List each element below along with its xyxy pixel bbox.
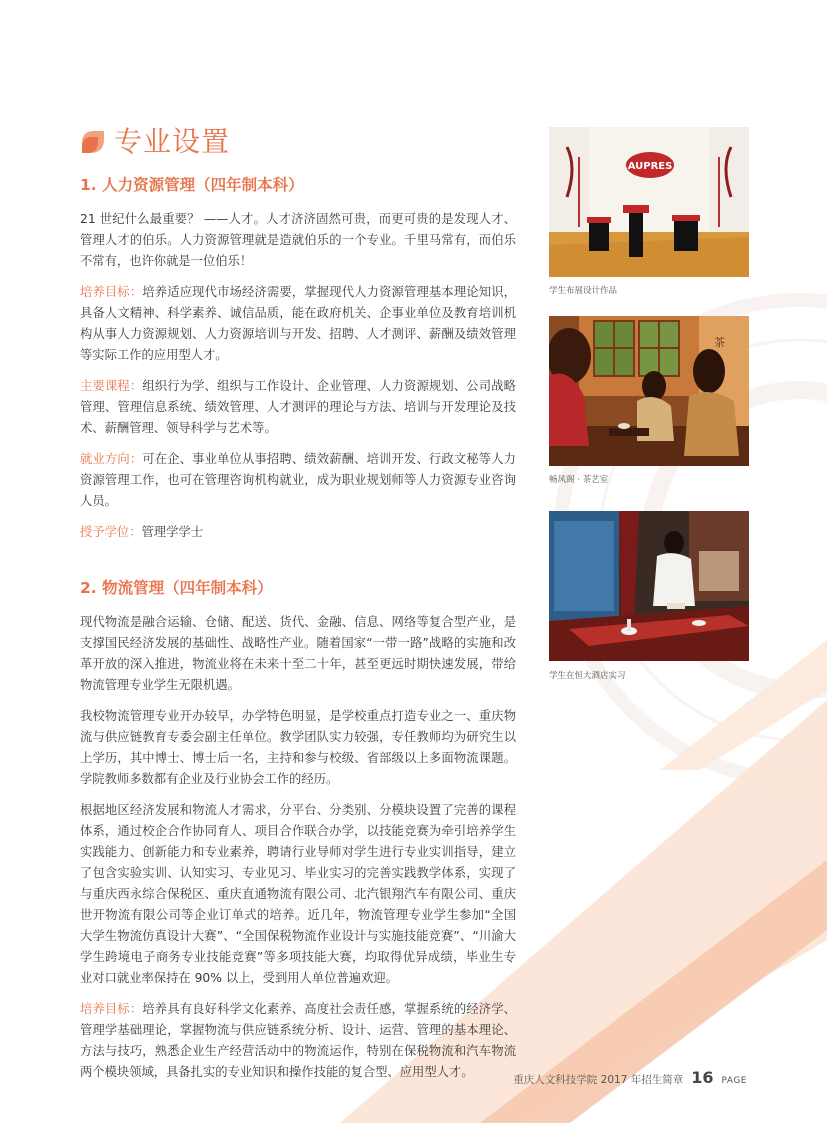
logistics-goal [80, 999, 516, 1083]
hr-intro: 21 世纪什么最重要？ ——人才。人才济济固然可贵，而更可贵的是发现人才、管理人才的伯乐。人力资源管理就是造就伯乐的一个专业。千里马常有，而伯乐不常有，也许你就是一位伯乐！ [80, 212, 516, 268]
photo-tea-room-caption: 畅风阁 · 茶艺室 [549, 475, 609, 485]
page-footer [513, 1068, 747, 1090]
page-label: PAGE [721, 1076, 747, 1086]
section-title: 专业设置 [114, 125, 231, 158]
hr-degree-text: 管理学学士 [141, 525, 203, 539]
photo-exhibition-caption: 学生布展设计作品 [549, 286, 618, 296]
hr-courses-label: 主要课程： [80, 379, 143, 393]
hr-courses [80, 376, 516, 439]
leaf-corner-icon [80, 129, 106, 155]
hr-goal-text: 培养适应现代市场经济需要，掌握现代人力资源管理基本理论知识，具备人文精神、科学素养、诚信品质，能在政府机关、企事业单位及教育培训机构从事人力资源规划、人力资源培训与开发、招聘、人才测评、薪酬及绩效管理等实际工作的应用型人才。 [80, 285, 516, 362]
major-heading-logistics: 2. 物流管理（四年制本科） [80, 579, 273, 597]
logistics-goal-text: 培养具有良好科学文化素养、高度社会责任感，掌握系统的经济学、管理学基础理论，掌握物流与供应链系统分析、设计、运营、管理的基本理论、方法与技巧，熟悉企业生产经营活动中的物流运作，特别在保税物流和汽车物流两个模块领域，具备扎实的专业知识和操作技能的复合型、应用型人才。 [80, 1002, 516, 1079]
hr-career [80, 449, 516, 512]
major-heading-hr: 1. 人力资源管理（四年制本科） [80, 176, 304, 194]
svg-text:茶: 茶 [714, 336, 725, 349]
main-content [80, 174, 516, 1093]
logistics-p3: 根据地区经济发展和物流人才需求，分平台、分类别、分模块设置了完善的课程体系，通过校企合作协同育人、项目合作联合办学，以技能竞赛为牵引培养学生实践能力、创新能力和专业素养，聘请行业导师对学生进行专业实训指导，建立了包含实验实训、认知实习、专业见习、毕业实习的完善实践教学体系，实现了与重庆西永综合保税区、重庆直通物流有限公司、北汽银翔汽车有限公司、重庆世开物流有限公司等企业订单式的培养。近几年，物流管理专业学生参加“全国大学生物流仿真设计大赛”、“全国保税物流作业设计与实施技能竞赛”、“川渝大学生跨境电子商务专业技能竞赛”等多项技能大赛，均取得优异成绩，毕业生专业对口就业率保持在 90% 以上，受到用人单位普遍欢迎。 [80, 803, 516, 985]
logistics-goal-label: 培养目标： [80, 1002, 143, 1016]
hr-courses-text: 组织行为学、组织与工作设计、企业管理、人力资源规划、公司战略管理、管理信息系统、绩效管理、人才测评的理论与方法、培训与开发理论及技术、薪酬管理、领导科学与艺术等。 [80, 379, 516, 435]
spacer [80, 553, 516, 577]
booth-sign-text: AUPRES [627, 161, 673, 172]
photo-hotel [549, 511, 749, 661]
page-number: 16 [691, 1068, 714, 1087]
section-heading [80, 124, 230, 160]
logistics-p1: 现代物流是融合运输、仓储、配送、货代、金融、信息、网络等复合型产业，是支撑国民经济发展的基础性、战略性产业。随着国家“一带一路”战略的实施和改革开放的深入推进，物流业将在未来十至二十年，甚至更远时期快速发展，带给物流管理专业学生无限机遇。 [80, 615, 516, 692]
hr-degree-label: 授予学位： [80, 525, 142, 539]
hr-career-label: 就业方向： [80, 452, 143, 466]
hr-goal-label: 培养目标： [80, 285, 143, 299]
hr-degree [80, 522, 516, 543]
hr-goal [80, 282, 516, 366]
logistics-p2: 我校物流管理专业开办较早，办学特色明显，是学校重点打造专业之一、重庆物流与供应链教育专委会副主任单位。教学团队实力较强，专任教师均为研究生以上学历，其中博士、博士后一名，主持和参与校级、省部级以上多面物流课题。学院教师多数都有企业及行业协会工作的经历。 [80, 709, 516, 786]
photo-tea-room [549, 316, 749, 466]
photo-hotel-caption: 学生在恒大酒店实习 [549, 671, 626, 681]
footer-text: 重庆人文科技学院 2017 年招生简章 [513, 1074, 684, 1086]
hr-career-text: 可在企、事业单位从事招聘、绩效薪酬、培训开发、行政文秘等人力资源管理工作，也可在管理咨询机构就业，成为职业规划师等人力资源专业咨询人员。 [80, 452, 516, 508]
photo-exhibition [549, 127, 749, 277]
